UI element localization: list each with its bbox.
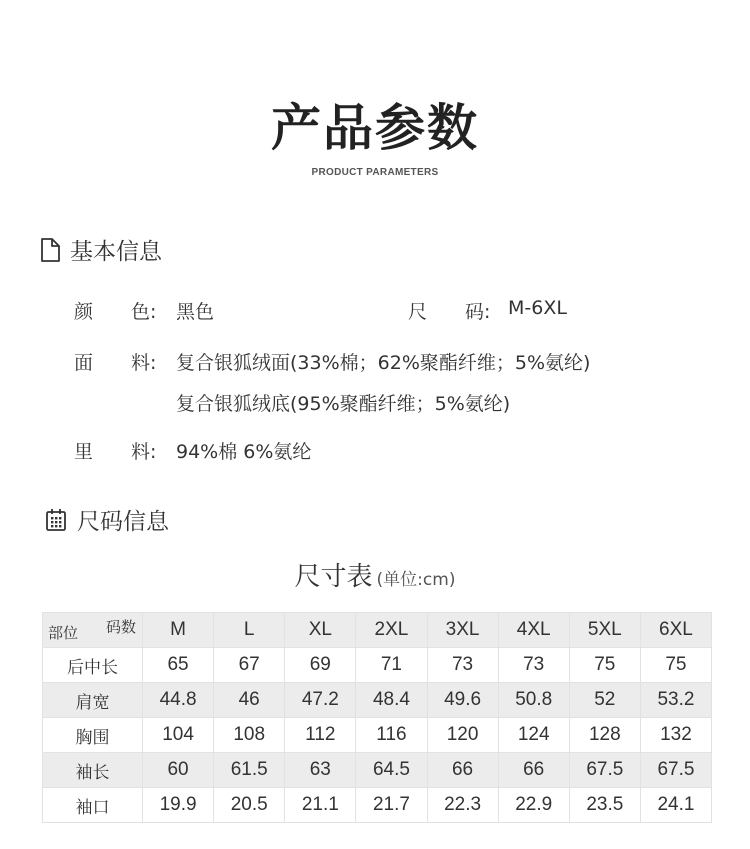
measurement-cell: 128 [569, 718, 640, 753]
fabric-row [74, 348, 694, 374]
measurement-cell: 73 [427, 648, 498, 683]
size-label: 尺 码: [408, 301, 491, 323]
lining-row [74, 437, 474, 463]
size-header-cell: 2XL [356, 613, 427, 648]
measurement-cell: 120 [427, 718, 498, 753]
table-row [43, 648, 712, 683]
measurement-cell: 75 [569, 648, 640, 683]
lining-value: 94%棉 6%氨纶 [176, 441, 312, 463]
measurement-cell: 124 [498, 718, 569, 753]
size-info-heading-text: 尺码信息 [77, 509, 169, 535]
row-label-cell: 后中长 [43, 648, 143, 683]
measurement-cell: 50.8 [498, 683, 569, 718]
size-header-row [43, 613, 712, 648]
measurement-cell: 22.3 [427, 788, 498, 823]
color-label: 颜 色: [74, 301, 157, 323]
measurement-cell: 61.5 [214, 753, 285, 788]
measurement-cell: 65 [143, 648, 214, 683]
measurement-cell: 63 [285, 753, 356, 788]
measurement-cell: 60 [143, 753, 214, 788]
fabric-line-1: 复合银狐绒面(33%棉；62%聚酯纤维；5%氨纶) [176, 352, 591, 374]
size-header-cell: 3XL [427, 613, 498, 648]
size-chart-unit: (单位:cm) [376, 570, 456, 590]
size-chart-title [0, 556, 750, 593]
size-header-cell: 4XL [498, 613, 569, 648]
measurement-cell: 116 [356, 718, 427, 753]
size-info-heading [45, 503, 169, 536]
lining-label: 里 料: [74, 441, 157, 463]
measurement-cell: 47.2 [285, 683, 356, 718]
measurement-cell: 20.5 [214, 788, 285, 823]
table-row [43, 788, 712, 823]
measurement-cell: 46 [214, 683, 285, 718]
measurement-cell: 132 [640, 718, 711, 753]
measurement-cell: 108 [214, 718, 285, 753]
measurement-cell: 112 [285, 718, 356, 753]
table-corner-cell [43, 613, 143, 648]
measurement-cell: 23.5 [569, 788, 640, 823]
measurement-cell: 66 [427, 753, 498, 788]
measurement-cell: 53.2 [640, 683, 711, 718]
size-table [42, 612, 712, 823]
size-header-cell: 6XL [640, 613, 711, 648]
basic-info-heading-text: 基本信息 [70, 239, 162, 265]
measurement-cell: 44.8 [143, 683, 214, 718]
color-value: 黑色 [176, 301, 215, 323]
measurement-cell: 52 [569, 683, 640, 718]
row-label-cell: 胸围 [43, 718, 143, 753]
basic-info-heading [40, 233, 162, 266]
size-header-cell: M [143, 613, 214, 648]
table-row [43, 718, 712, 753]
measurement-cell: 75 [640, 648, 711, 683]
corner-bottom-label: 部位 [48, 625, 79, 642]
measurement-cell: 49.6 [427, 683, 498, 718]
measurement-cell: 64.5 [356, 753, 427, 788]
fabric-line-2: 复合银狐绒底(95%聚酯纤维；5%氨纶) [176, 393, 511, 415]
measurement-cell: 104 [143, 718, 214, 753]
size-chart-title-text: 尺寸表 [294, 562, 373, 592]
fabric-label: 面 料: [74, 352, 157, 374]
row-label-cell: 袖口 [43, 788, 143, 823]
measurement-cell: 73 [498, 648, 569, 683]
measurement-cell: 66 [498, 753, 569, 788]
row-label-cell: 袖长 [43, 753, 143, 788]
measurement-cell: 71 [356, 648, 427, 683]
row-label-cell: 肩宽 [43, 683, 143, 718]
measurement-cell: 48.4 [356, 683, 427, 718]
measurement-cell: 67.5 [640, 753, 711, 788]
table-row [43, 683, 712, 718]
page-title: 产品参数 [271, 99, 479, 157]
measurement-cell: 19.9 [143, 788, 214, 823]
size-value: M-6XL [508, 297, 567, 319]
calendar-icon [45, 508, 67, 532]
size-header-cell: L [214, 613, 285, 648]
document-icon [40, 238, 60, 262]
measurement-cell: 69 [285, 648, 356, 683]
color-size-row [74, 297, 674, 323]
corner-top-label: 码数 [105, 619, 136, 636]
fabric-row-2 [74, 389, 694, 415]
measurement-cell: 67 [214, 648, 285, 683]
measurement-cell: 22.9 [498, 788, 569, 823]
size-header-cell: 5XL [569, 613, 640, 648]
table-row [43, 753, 712, 788]
measurement-cell: 21.1 [285, 788, 356, 823]
size-header-cell: XL [285, 613, 356, 648]
measurement-cell: 24.1 [640, 788, 711, 823]
measurement-cell: 21.7 [356, 788, 427, 823]
measurement-cell: 67.5 [569, 753, 640, 788]
page-subtitle: PRODUCT PARAMETERS [311, 167, 439, 178]
